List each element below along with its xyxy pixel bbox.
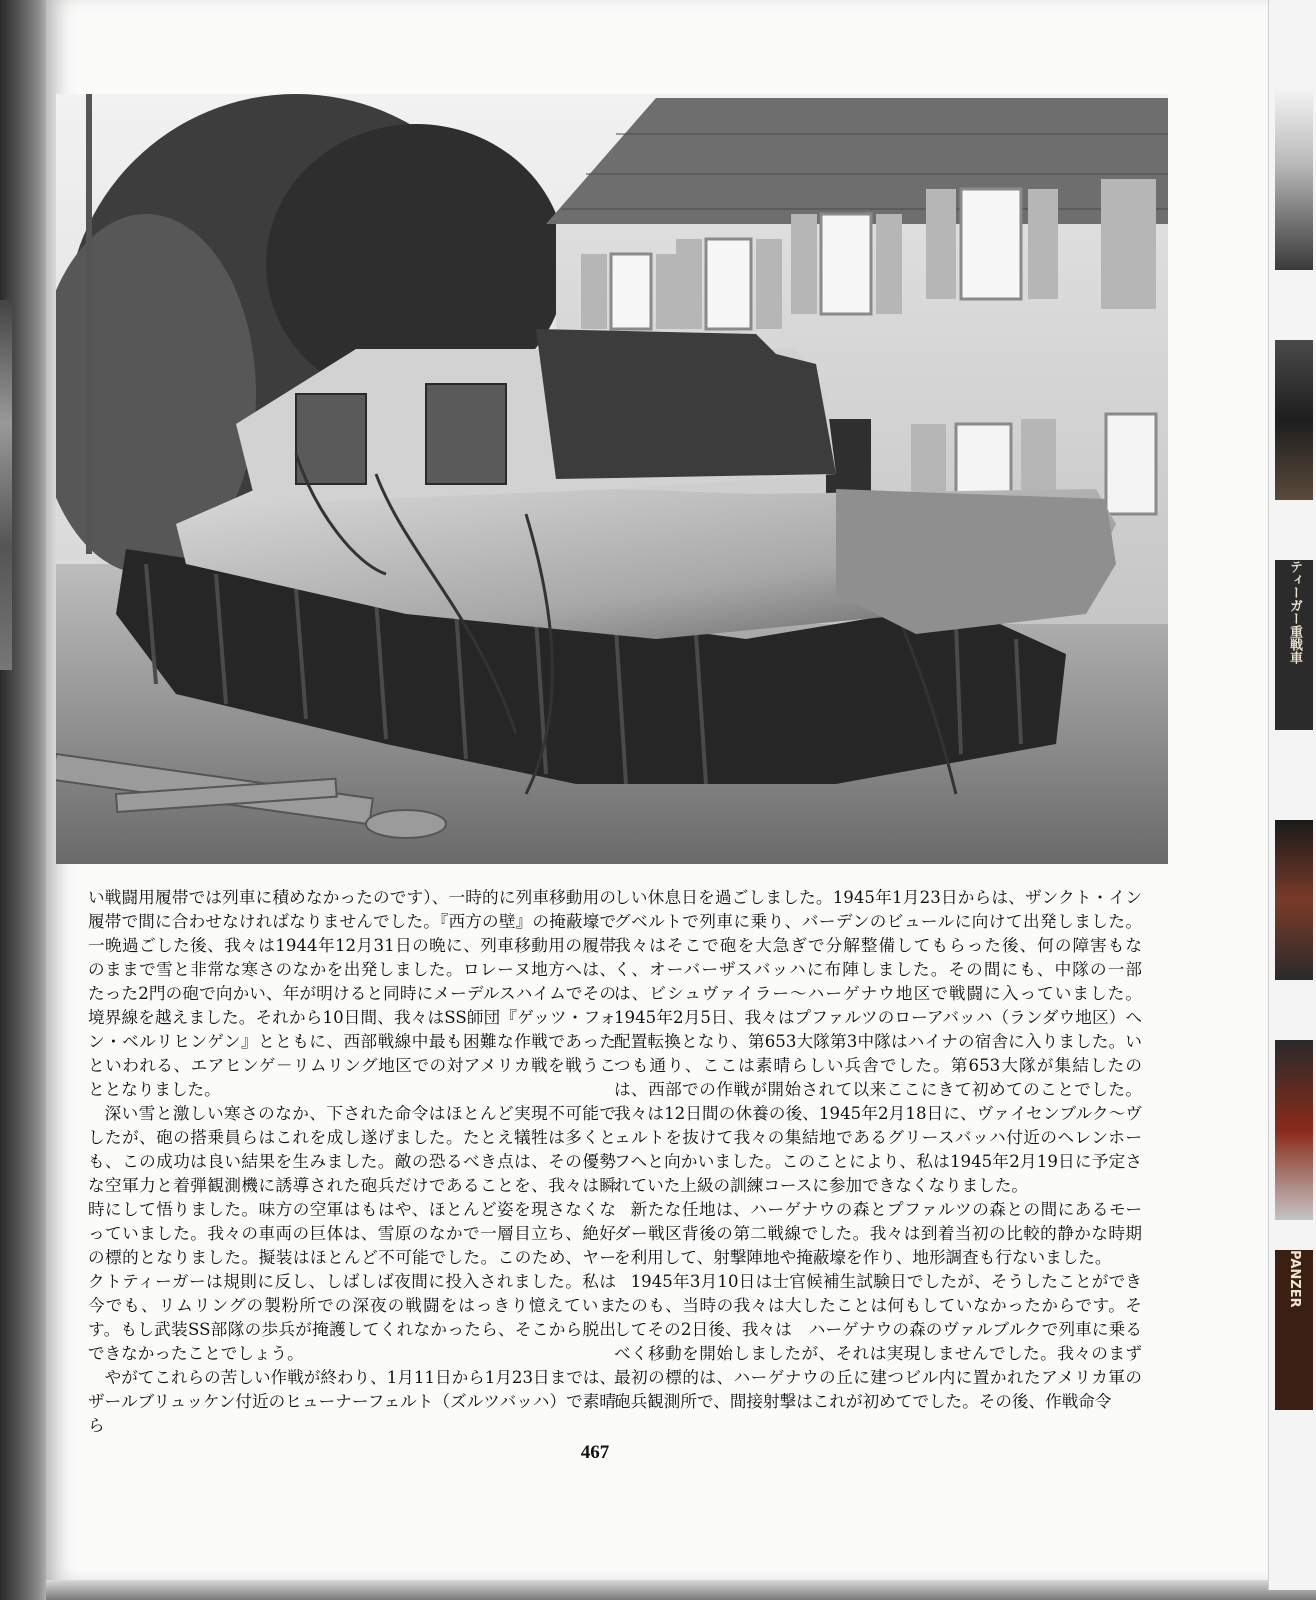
page-number: 467 bbox=[580, 1442, 610, 1463]
bookshelf-edge bbox=[1268, 0, 1316, 1590]
book-spine bbox=[1275, 340, 1313, 500]
book-spine bbox=[1275, 820, 1313, 980]
text-column-right bbox=[614, 886, 1142, 1414]
spine-title: PANZER bbox=[1287, 1250, 1302, 1308]
book-spine-panzer bbox=[1275, 1250, 1313, 1410]
paragraph: 1945年3月10日は士官候補生試験日でしたが、そうしたことができたのも、当時の我々は大したことは何もしていなかったからです。そしてその2日後、我々は ハーゲナウの森のヴァルブルクで列車に乗るべく移動を開始しましたが、それは実現しませんでした。我々のまず最初の標的は、ハーゲナウの丘に建つビル内に置かれたアメリカ軍の砲兵観測所で、間接射撃はこれが初めてでした。その後、作戦命令 bbox=[614, 1272, 1142, 1411]
book-spine bbox=[1275, 1040, 1313, 1220]
paragraph: 新たな任地は、ハーゲナウの森とプファルツの森との間にあるモーダー戦区背後の第二戦線でした。我々は到着当初の比較的静かな時期を利用して、射撃陣地や掩蔽壕を作り、地形調査も行ないました。 bbox=[614, 1200, 1142, 1267]
paragraph: しい休息日を過ごしました。1945年1月23日からは、ザンクト・イングベルトで列車に乗り、バーデンのビュールに向けて出発しました。我々はそこで砲を大急ぎで分解整備してもらった後、何の障害もなく、オーバーザスバッハに布陣しました。その間にも、中隊の一部は、ビシュヴァイラー～ハーゲナウ地区で戦闘に入っていました。1945年2月5日、我々はプファルツのローアバッハ（ランダウ地区）へ配置転換となり、第653大隊第3中隊はハイナの宿舎に入りました。いつも通り、ここは素晴らしい兵舎でした。第653大隊が集結したのは、西部での作戦が開始されて以来ここにきて初めてのことでした。我々は12日間の休養の後、1945年2月18日に、ヴァイセンブルク～ヴェルトを抜けて我々の集結地であるグリースバッハ付近のヘレンホーフへと向かいました。このことにより、私は1945年2月19日に予定されていた上級の訓練コースに参加できなくなりました。 bbox=[614, 888, 1142, 1195]
paragraph: 深い雪と激しい寒さのなか、下された命令はほとんど実現不可能でしたが、砲の搭乗員らはこれを成し遂げました。たとえ犠牲は多くとも、この成功は良い結果を生みました。敵の恐るべき点は、その優勢な空軍力と着弾観測機に誘導された砲兵だけであることを、我々は瞬時にして悟りました。味方の空軍はもはや、ほとんど姿を現さなくなっていました。我々の車両の巨体は、雪原のなかで一層目立ち、絶好の標的となりました。擬装はほとんど不可能でした。このため、ヤークトティーガーは規則に反し、しばしば夜間に投入されました。私は今でも、リムリングの製粉所での深夜の戦闘をはっきり憶えています。もし武装SS部隊の歩兵が掩護してくれなかったら、そこから脱出できなかったことでしょう。 bbox=[88, 1104, 616, 1363]
tank-photograph bbox=[56, 94, 1168, 864]
book-spine bbox=[1275, 90, 1313, 270]
opposite-page-edge bbox=[0, 300, 12, 670]
opposite-page-gutter bbox=[0, 0, 48, 1600]
book-spine-tiger bbox=[1275, 560, 1313, 730]
paragraph: やがてこれらの苦しい作戦が終わり、1月11日から1月23日までは、ザールブリュッケン付近のヒューナーフェルト（ズルツバッハ）で素晴ら bbox=[88, 1368, 616, 1435]
spine-title: ティーガー重戦車 bbox=[1287, 560, 1302, 664]
tank-photograph-image bbox=[56, 94, 1168, 864]
text-column-left bbox=[88, 886, 616, 1438]
page-bottom-edge bbox=[46, 1580, 1316, 1600]
paragraph: い戦闘用履帯では列車に積めなかったのです）、一時的に列車移動用の履帯で間に合わせなければなりませんでした。『西方の壁』の掩蔽壕で一晩過ごした後、我々は1944年12月31日の晩に、列車移動用の履帯のままで雪と非常な寒さのなかを出発しました。ロレーヌ地方へは、たった2門の砲で向かい、年が明けると同時にメーデルスハイムでその境界線を越えました。それから10日間、我々はSS師団『ゲッツ・フォン・ベルリヒンゲン』とともに、西部戦線中最も困難な作戦であったといわれる、エアヒンゲ－リムリング地区での対アメリカ戦を戦うこととなりました。 bbox=[88, 888, 616, 1099]
